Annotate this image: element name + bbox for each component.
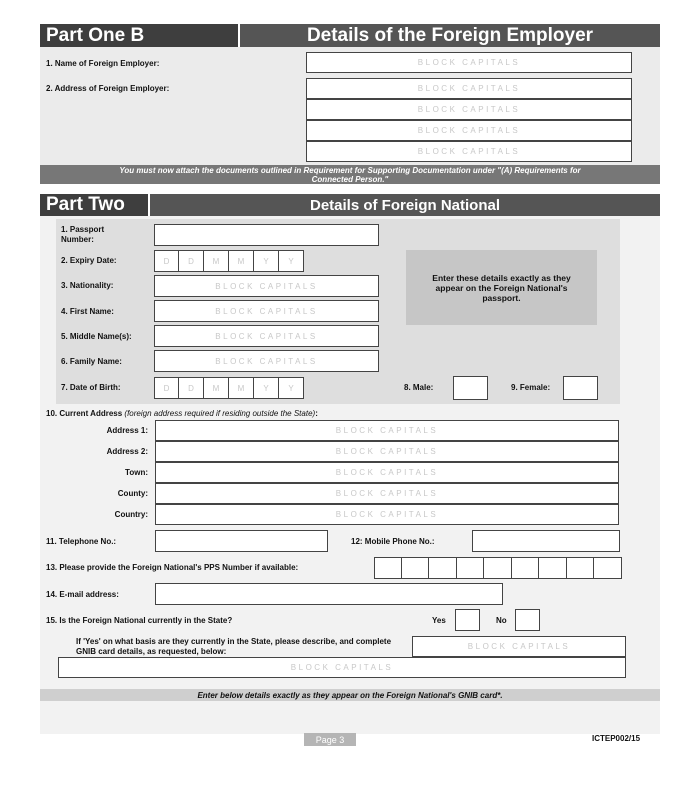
date-cell[interactable]: M [204,377,229,399]
telephone-field[interactable] [155,530,328,552]
date-cell[interactable]: Y [279,377,304,399]
part-one-b-title: Details of the Foreign Employer [306,24,594,46]
current-address-heading [46,409,318,418]
date-cell[interactable]: D [179,250,204,272]
pps-digit-cell[interactable] [594,557,622,579]
country-field[interactable]: BLOCK CAPITALS [155,504,619,525]
supporting-docs-note: You must now attach the documents outlined in Requirement for Supporting Documentation under "(A) Requirements for Connected Person." [119,165,581,184]
no-label: No [496,616,507,625]
pps-digit-cell[interactable] [484,557,512,579]
foreign-employer-address-label: 2. Address of Foreign Employer: [46,84,170,93]
part-two-label: Part Two [40,194,150,216]
county-field[interactable]: BLOCK CAPITALS [155,483,619,504]
pps-digit-cell[interactable] [402,557,430,579]
date-cell[interactable]: D [154,250,179,272]
pps-digit-cell[interactable] [374,557,402,579]
date-cell[interactable]: D [179,377,204,399]
date-cell[interactable]: Y [254,250,279,272]
expiry-date-label: 2. Expiry Date: [61,256,117,265]
date-of-birth-field[interactable] [154,377,304,399]
part-one-b-label: Part One B [40,24,240,47]
passport-number-field[interactable] [154,224,379,246]
date-cell[interactable]: D [154,377,179,399]
pps-digit-cell[interactable] [539,557,567,579]
foreign-employer-name-field[interactable]: BLOCK CAPITALS [306,52,632,73]
first-name-field[interactable]: BLOCK CAPITALS [154,300,379,322]
yes-label: Yes [432,616,446,625]
date-of-birth-label: 7. Date of Birth: [61,383,121,392]
middle-name-label: 5. Middle Name(s): [61,332,132,341]
pps-digit-cell[interactable] [457,557,485,579]
current-address-heading-colon: : [315,409,318,418]
supporting-docs-note-bar [40,165,660,184]
passport-info-text: Enter these details exactly as they appear on the Foreign National's passport. [432,272,571,303]
foreign-employer-address-line[interactable]: BLOCK CAPITALS [306,99,632,120]
email-label: 14. E-mail address: [46,590,119,599]
current-address-heading-label: 10. Current Address [46,409,123,418]
part-one-b-header [40,24,660,47]
foreign-employer-name-label: 1. Name of Foreign Employer: [46,59,160,68]
county-label: County: [117,489,148,498]
passport-info-box [406,250,597,325]
family-name-field[interactable]: BLOCK CAPITALS [154,350,379,372]
address-2-field[interactable]: BLOCK CAPITALS [155,441,619,462]
address-2-label: Address 2: [106,447,148,456]
date-cell[interactable]: Y [254,377,279,399]
address-1-field[interactable]: BLOCK CAPITALS [155,420,619,441]
family-name-label: 6. Family Name: [61,357,122,366]
email-field[interactable] [155,583,503,605]
foreign-employer-address-line[interactable]: BLOCK CAPITALS [306,78,632,99]
town-field[interactable]: BLOCK CAPITALS [155,462,619,483]
nationality-field[interactable]: BLOCK CAPITALS [154,275,379,297]
no-checkbox[interactable] [515,609,540,631]
pps-digit-cell[interactable] [567,557,595,579]
female-label: 9. Female: [511,383,551,392]
basis-field-line-1[interactable]: BLOCK CAPITALS [412,636,626,657]
gnib-note: Enter below details exactly as they appear on the Foreign National's GNIB card*. [197,690,503,700]
male-label: 8. Male: [404,383,434,392]
part-two-header [40,194,660,216]
pps-number-label: 13. Please provide the Foreign National's PPS Number if available: [46,563,299,572]
date-cell[interactable]: Y [279,250,304,272]
current-address-heading-note: (foreign address required if residing outside the State) [124,409,316,418]
basis-field-line-2[interactable]: BLOCK CAPITALS [58,657,626,678]
form-code: ICTEP002/15 [592,734,641,743]
foreign-employer-address-line[interactable]: BLOCK CAPITALS [306,120,632,141]
in-state-label: 15. Is the Foreign National currently in the State? [46,616,233,625]
mobile-phone-field[interactable] [472,530,620,552]
gnib-note-bar [40,689,660,701]
male-checkbox[interactable] [453,376,488,400]
town-label: Town: [125,468,148,477]
pps-digit-cell[interactable] [512,557,540,579]
date-cell[interactable]: M [204,250,229,272]
expiry-date-field[interactable] [154,250,304,272]
female-checkbox[interactable] [563,376,598,400]
passport-number-label: 1. Passport Number: [61,225,105,244]
country-label: Country: [114,510,148,519]
middle-name-field[interactable]: BLOCK CAPITALS [154,325,379,347]
nationality-label: 3. Nationality: [61,281,114,290]
telephone-label: 11. Telephone No.: [46,537,117,546]
mobile-phone-label: 12: Mobile Phone No.: [351,537,435,546]
date-cell[interactable]: M [229,377,254,399]
part-two-title: Details of Foreign National [309,196,501,214]
date-cell[interactable]: M [229,250,254,272]
foreign-employer-address-line[interactable]: BLOCK CAPITALS [306,141,632,162]
page-number-badge: Page 3 [304,733,356,746]
pps-digit-cell[interactable] [429,557,457,579]
yes-checkbox[interactable] [455,609,480,631]
first-name-label: 4. First Name: [61,307,114,316]
basis-label: If 'Yes' on what basis are they currently in the State, please describe, and complete GNIB card details, as requested, below: [76,637,392,656]
address-1-label: Address 1: [106,426,148,435]
pps-number-field[interactable] [374,557,622,579]
